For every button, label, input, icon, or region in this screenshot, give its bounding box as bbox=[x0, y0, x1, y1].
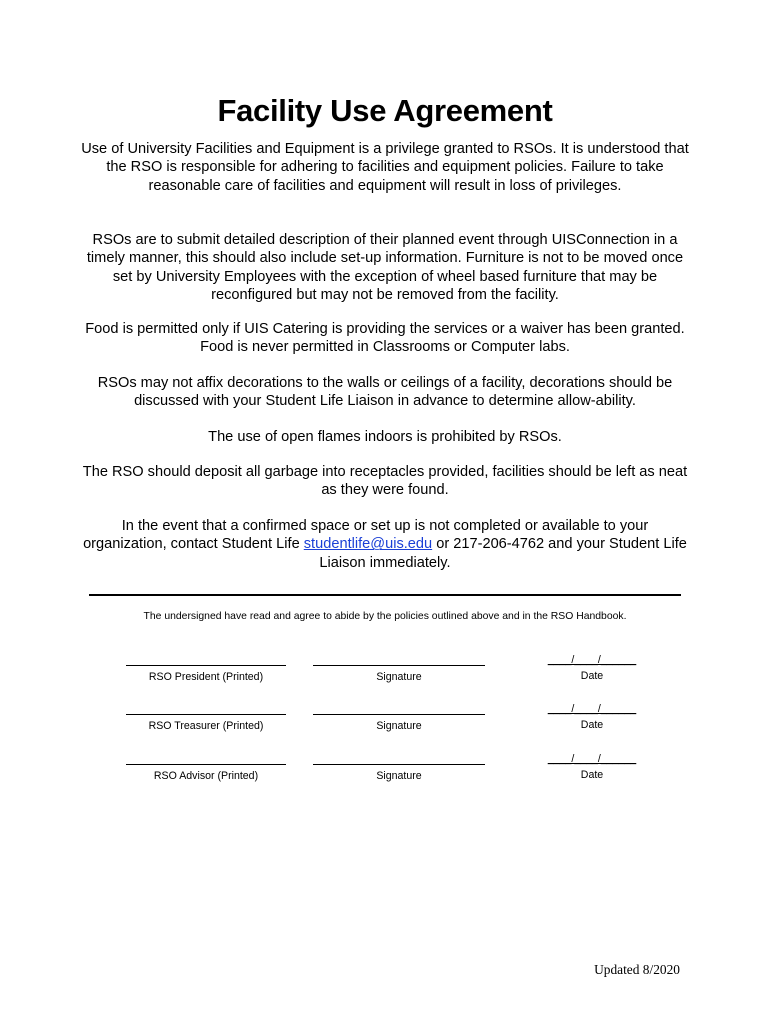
signature-label: Signature bbox=[376, 720, 422, 732]
date-label: Date bbox=[580, 719, 604, 731]
president-signature-field[interactable] bbox=[313, 655, 485, 683]
signature-row-advisor bbox=[0, 754, 770, 784]
president-date-field[interactable] bbox=[540, 655, 644, 682]
name-line bbox=[126, 714, 286, 715]
date-line: ____/____/______ bbox=[547, 703, 637, 715]
contact-text-before: In the event that a confirmed space or set up is not completed or available to your organization, contact Student Life bbox=[83, 518, 649, 553]
signature-line bbox=[313, 714, 485, 715]
treasurer-signature-field[interactable] bbox=[313, 704, 485, 732]
signature-row-treasurer bbox=[0, 704, 770, 734]
advisor-name-field[interactable] bbox=[126, 754, 286, 782]
page-title: Facility Use Agreement bbox=[217, 93, 553, 128]
treasurer-date-field[interactable] bbox=[540, 704, 644, 731]
date-label: Date bbox=[580, 670, 604, 682]
student-life-email-link[interactable]: studentlife@uis.edu bbox=[303, 536, 433, 553]
paragraph-contact bbox=[80, 517, 690, 572]
name-line bbox=[126, 764, 286, 765]
signature-label: Signature bbox=[376, 770, 422, 782]
paragraph-privilege: Use of University Facilities and Equipment is a privilege granted to RSOs. It is understood that the RSO is responsible for adhering to facilities and equipment policies. Failure to take reasonable care of facilities and equipment will result in loss of privileges. bbox=[81, 141, 689, 194]
signature-line bbox=[313, 764, 485, 765]
date-line: ____/____/______ bbox=[547, 753, 637, 765]
paragraph-food: Food is permitted only if UIS Catering is providing the services or a waiver has been granted. Food is never permitted in Classrooms or Computer labs. bbox=[85, 321, 685, 356]
name-label: RSO President (Printed) bbox=[148, 671, 264, 683]
signature-row-president bbox=[0, 655, 770, 685]
paragraph-decorations: RSOs may not affix decorations to the walls or ceilings of a facility, decorations should be discussed with your Student Life Liaison in advance to determine allow-ability. bbox=[97, 375, 673, 410]
paragraph-garbage: The RSO should deposit all garbage into receptacles provided, facilities should be left as neat as they were found. bbox=[82, 464, 688, 499]
paragraph-open-flames: The use of open flames indoors is prohibited by RSOs. bbox=[208, 429, 562, 445]
treasurer-name-field[interactable] bbox=[126, 704, 286, 732]
signature-line bbox=[313, 665, 485, 666]
contact-text-after: or 217-206-4762 and your Student Life Liaison immediately. bbox=[319, 536, 687, 571]
president-name-field[interactable] bbox=[126, 655, 286, 683]
name-label: RSO Treasurer (Printed) bbox=[148, 720, 264, 732]
paragraph-event-submission: RSOs are to submit detailed description of their planned event through UISConnection in a timely manner, this should also include set-up information. Furniture is not to be moved once set by University Employees with the exception of wheel based furniture that may be reconfigured but may not be removed from the facility. bbox=[86, 232, 684, 304]
revision-date: Updated 8/2020 bbox=[594, 962, 680, 977]
name-line bbox=[126, 665, 286, 666]
advisor-signature-field[interactable] bbox=[313, 754, 485, 782]
name-label: RSO Advisor (Printed) bbox=[153, 770, 259, 782]
section-divider bbox=[89, 594, 681, 596]
agreement-statement: The undersigned have read and agree to abide by the policies outlined above and in the RSO Handbook. bbox=[143, 611, 627, 622]
date-label: Date bbox=[580, 769, 604, 781]
signature-label: Signature bbox=[376, 671, 422, 683]
date-line: ____/____/______ bbox=[547, 654, 637, 666]
advisor-date-field[interactable] bbox=[540, 754, 644, 781]
